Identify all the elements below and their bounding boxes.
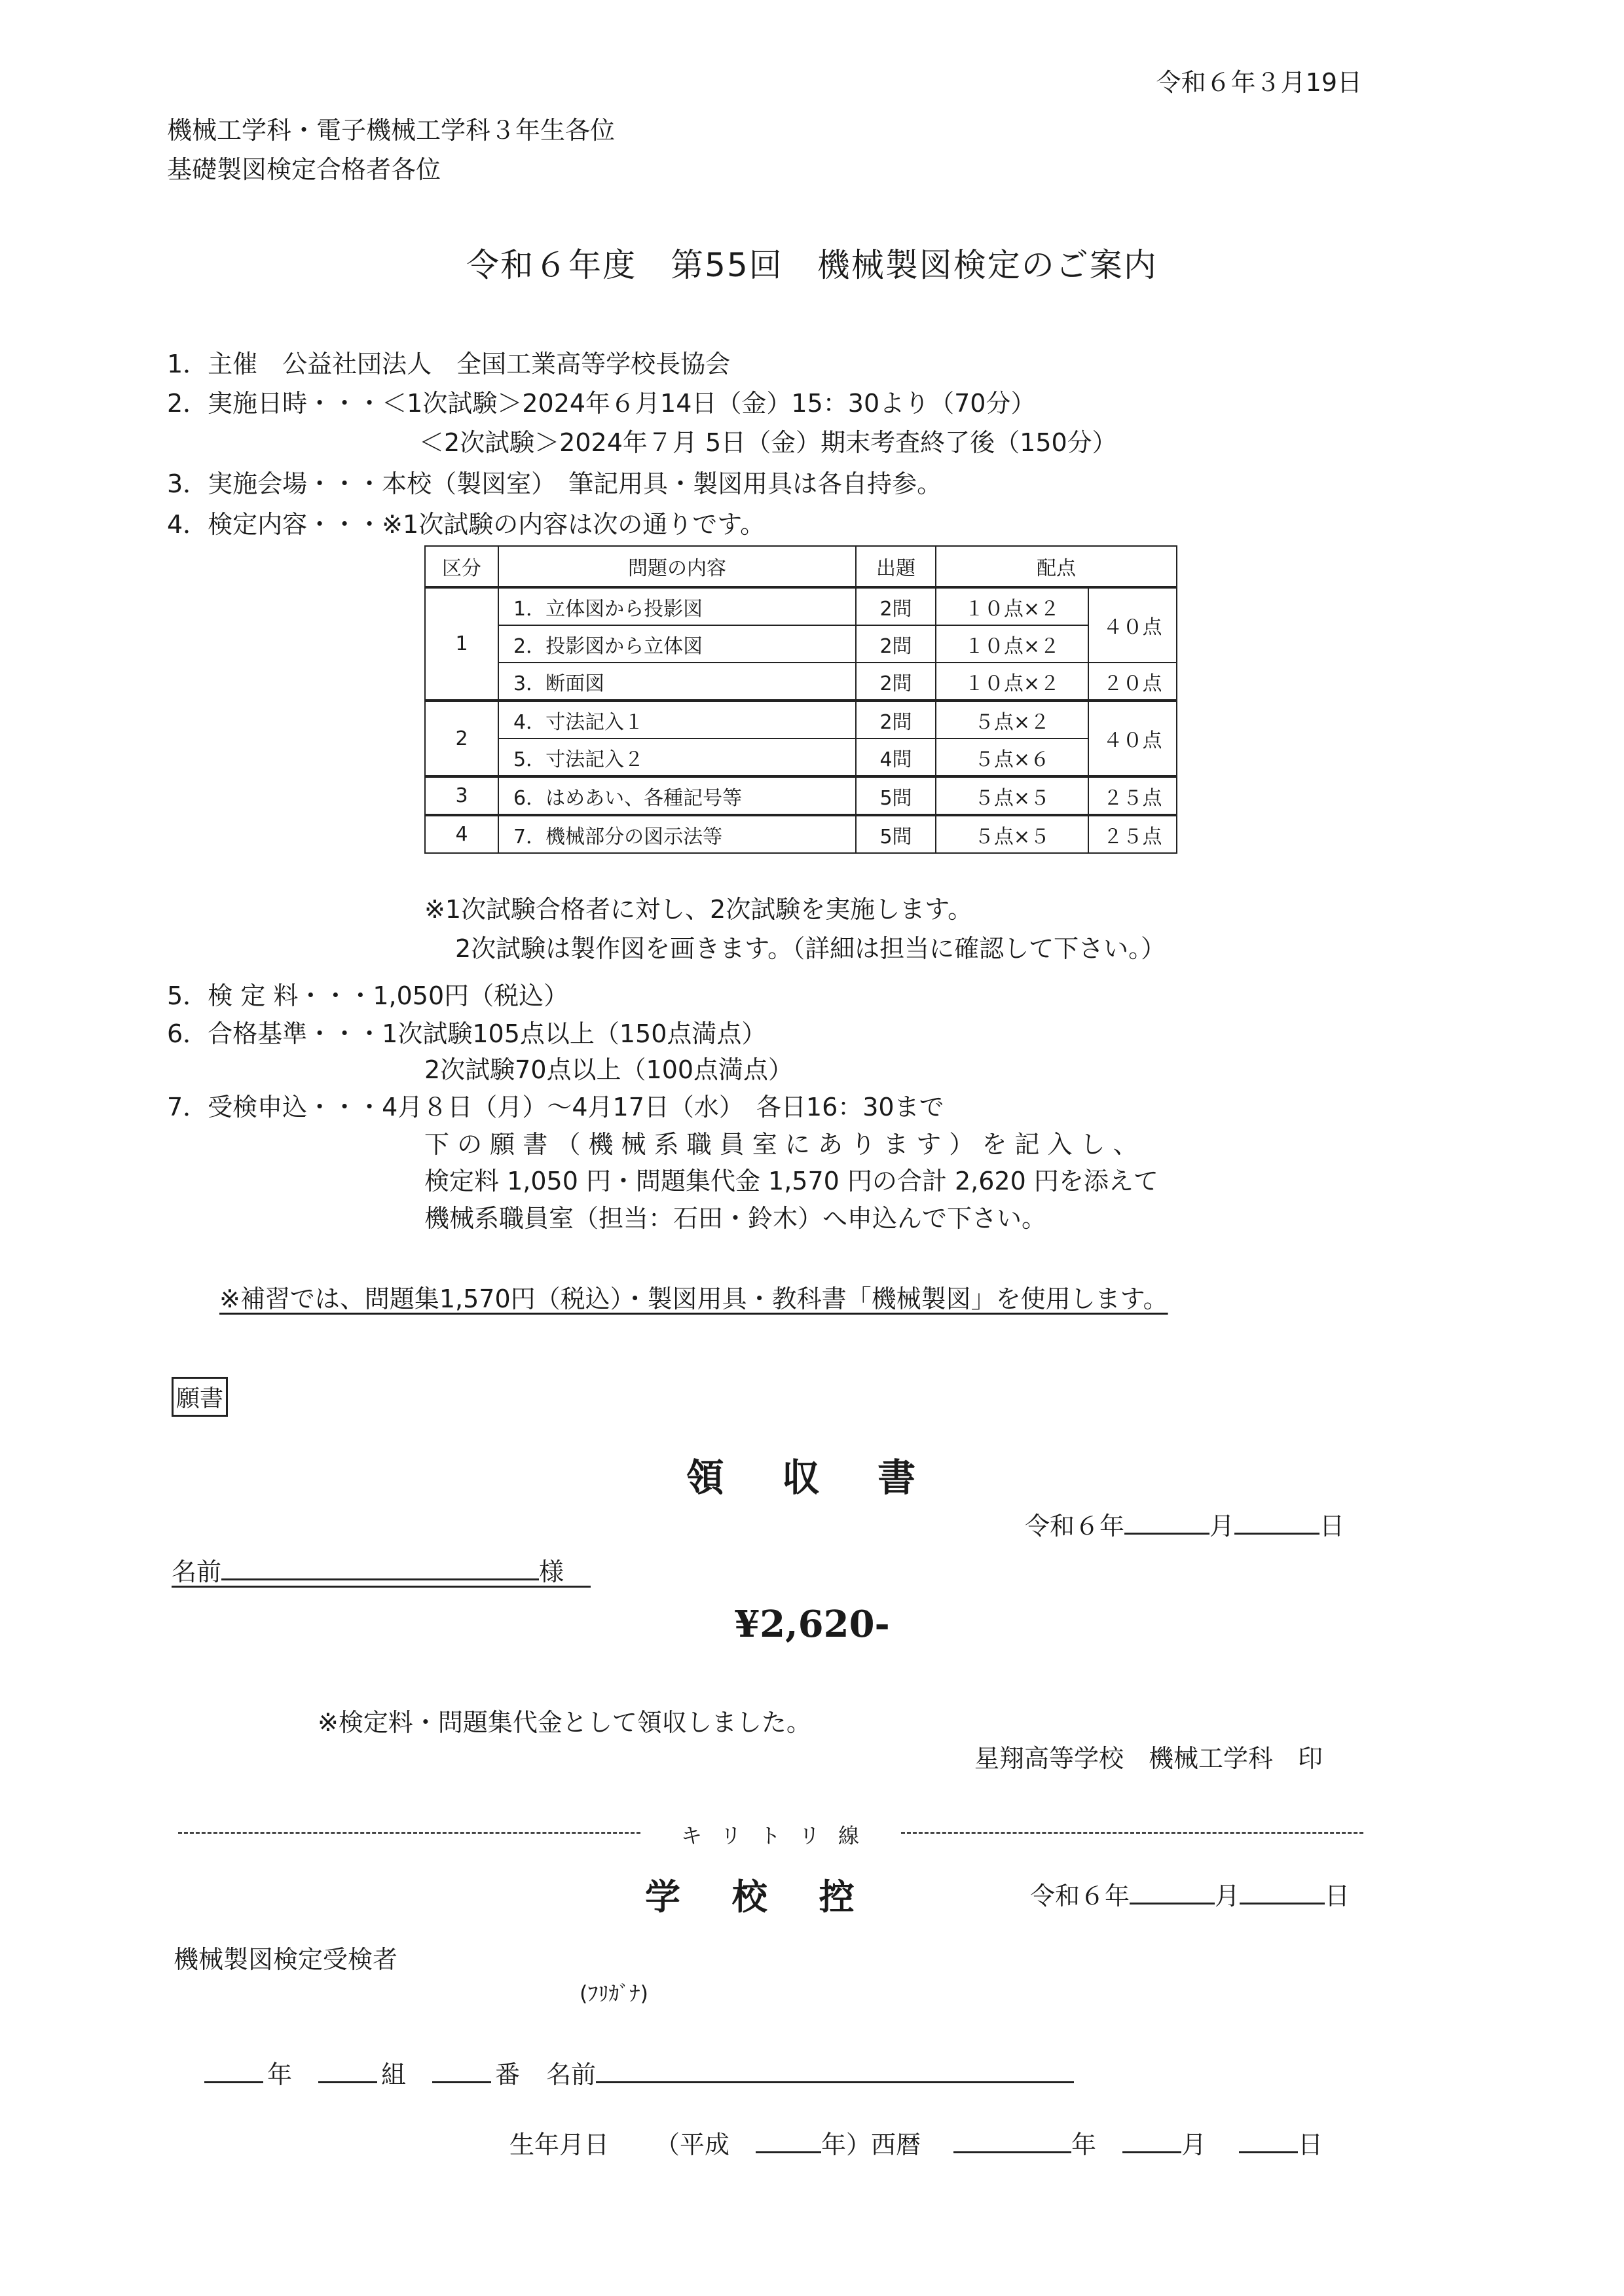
school-copy-day-label: 日 — [1325, 1882, 1350, 1910]
haiten-cell: ５点×２ — [936, 701, 1088, 738]
cut-line-right — [901, 1832, 1363, 1834]
haiten-cell: ５点×５ — [936, 815, 1088, 853]
receipt-name-underline — [172, 1586, 591, 1588]
item-application-2: 下 の 願 書 （ 機 械 系 職 員 室 に あ り ま す ） を 記 入 し 、 — [424, 1130, 1138, 1159]
item-organizer: 1．主催 公益社団法人 全国工業高等学校長協会 — [167, 350, 731, 378]
birthdate-row — [509, 2124, 1323, 2160]
naiyou-cell: 4．寸法記入１ — [498, 701, 856, 738]
shutsudai-cell: 2問 — [856, 625, 936, 663]
header-naiyou: 問題の内容 — [498, 546, 856, 587]
school-copy-month-label: 月 — [1215, 1882, 1240, 1910]
header-haiten: 配点 — [936, 546, 1177, 587]
receipt-name-blank[interactable] — [221, 1576, 539, 1580]
table-header-row — [425, 546, 1177, 587]
receipt-name-suffix: 様 — [539, 1558, 564, 1586]
school-copy-day-blank[interactable] — [1240, 1900, 1325, 1904]
shutsudai-cell: 2問 — [856, 663, 936, 701]
kubun-cell: 4 — [425, 815, 498, 853]
receipt-amount: ¥2,620- — [734, 1603, 890, 1646]
item-schedule-1: 2．実施日時・・・＜1次試験＞2024年６月14日（金）15：30より（70分） — [167, 389, 1036, 418]
cut-line-left — [178, 1832, 640, 1834]
school-copy-month-blank[interactable] — [1130, 1900, 1215, 1904]
item-application-3: 検定料 1,050 円・問題集代金 1,570 円の合計 2,620 円を添えて — [424, 1167, 1158, 1195]
item-fee: 5．検 定 料・・・1,050円（税込） — [167, 981, 569, 1010]
shutsudai-cell: 2問 — [856, 587, 936, 625]
number-label: 番 — [495, 2060, 521, 2089]
heisei-close: 年）西暦 — [821, 2130, 921, 2159]
birth-year-label: 年 — [1071, 2130, 1097, 2159]
haiten-cell: ５点×５ — [936, 776, 1088, 815]
receipt-date-prefix: 令和６年 — [1025, 1512, 1125, 1540]
birth-year-blank[interactable] — [953, 2149, 1071, 2153]
grade-label: 年 — [267, 2060, 293, 2089]
table-row — [425, 625, 1177, 663]
naiyou-cell: 3．断面図 — [498, 663, 856, 701]
naiyou-cell: 7．機械部分の図示法等 — [498, 815, 856, 853]
table-row — [425, 663, 1177, 701]
note-second-exam-2: 2次試験は製作図を画きます。（詳細は担当に確認して下さい。） — [455, 934, 1166, 963]
kubun-cell: 3 — [425, 776, 498, 815]
birth-day-blank[interactable] — [1239, 2149, 1298, 2153]
school-copy-date — [1030, 1876, 1350, 1912]
receipt-date — [1025, 1506, 1344, 1542]
shutsudai-cell: 4問 — [856, 738, 936, 776]
application-label: 願書 — [172, 1377, 228, 1417]
table-row — [425, 738, 1177, 776]
receipt-issuer: 星翔高等学校 機械工学科 印 — [974, 1744, 1323, 1773]
haiten-cell: １０点×２ — [936, 625, 1088, 663]
table-row — [425, 776, 1177, 815]
shutsudai-cell: 5問 — [856, 815, 936, 853]
birth-month-blank[interactable] — [1122, 2149, 1181, 2153]
item-application-1: 7．受検申込・・・4月８日（月）～4月17日（水） 各日16：30まで — [167, 1093, 944, 1121]
table-row — [425, 587, 1177, 625]
receipt-month-label: 月 — [1209, 1512, 1235, 1540]
student-name-label: 名前 — [546, 2060, 597, 2089]
class-label: 組 — [381, 2060, 407, 2089]
shutsudai-cell: 2問 — [856, 701, 936, 738]
heisei-open: （平成 — [655, 2130, 730, 2159]
total-cell: ４０点 — [1088, 701, 1177, 776]
table-row — [425, 815, 1177, 853]
item-content: 4．検定内容・・・※1次試験の内容は次の通りです。 — [167, 510, 766, 539]
student-name-blank[interactable] — [596, 2079, 1074, 2083]
haiten-cell: １０点×２ — [936, 587, 1088, 625]
naiyou-cell: 1．立体図から投影図 — [498, 587, 856, 625]
class-blank[interactable] — [318, 2079, 377, 2083]
receipt-name-label: 名前 — [172, 1558, 222, 1586]
item-criteria-1: 6．合格基準・・・1次試験105点以上（150点満点） — [167, 1019, 767, 1048]
grade-blank[interactable] — [204, 2079, 263, 2083]
birth-day-label: 日 — [1298, 2130, 1323, 2159]
receipt-note: ※検定料・問題集代金として領収しました。 — [318, 1708, 811, 1737]
receipt-day-blank[interactable] — [1234, 1530, 1320, 1535]
number-blank[interactable] — [432, 2079, 491, 2083]
item-venue: 3．実施会場・・・本校（製図室） 筆記用具・製図用具は各自持参。 — [167, 469, 942, 498]
total-cell: ２５点 — [1088, 815, 1177, 853]
receipt-title: 領 収 書 — [686, 1455, 938, 1500]
total-cell: ２０点 — [1088, 663, 1177, 701]
birth-month-label: 月 — [1181, 2130, 1207, 2159]
page-title: 令和６年度 第55回 機械製図検定のご案内 — [466, 246, 1158, 284]
school-copy-date-prefix: 令和６年 — [1030, 1882, 1130, 1910]
heisei-year-blank[interactable] — [756, 2149, 821, 2153]
kubun-cell: 2 — [425, 701, 498, 776]
header-shutsudai: 出題 — [856, 546, 936, 587]
item-criteria-2: 2次試験70点以上（100点満点） — [424, 1055, 794, 1084]
furigana-label: (ﾌﾘｶﾞﾅ) — [580, 1981, 648, 2006]
table-row — [425, 701, 1177, 738]
birthdate-label: 生年月日 — [509, 2130, 610, 2159]
supplementary-note: ※補習では、問題集1,570円（税込）・製図用具・教科書「機械製図」を使用します。 — [219, 1285, 1168, 1313]
shutsudai-cell: 5問 — [856, 776, 936, 815]
naiyou-cell: 2．投影図から立体図 — [498, 625, 856, 663]
school-copy-title: 学 校 控 — [645, 1876, 874, 1918]
recipient-line-1: 機械工学科・電子機械工学科３年生各位 — [167, 116, 616, 145]
note-second-exam-1: ※1次試験合格者に対し、2次試験を実施します。 — [424, 895, 973, 924]
haiten-cell: １０点×２ — [936, 663, 1088, 701]
recipient-line-2: 基礎製図検定合格者各位 — [167, 155, 441, 184]
document-date: 令和６年３月19日 — [1156, 68, 1362, 97]
kubun-cell: 1 — [425, 587, 498, 701]
haiten-cell: ５点×６ — [936, 738, 1088, 776]
naiyou-cell: 5．寸法記入２ — [498, 738, 856, 776]
item-schedule-2: ＜2次試験＞2024年７月 5日（金）期末考査終了後（150分） — [419, 428, 1117, 457]
exam-content-table — [424, 545, 1177, 854]
header-kubun: 区分 — [425, 546, 498, 587]
receipt-name — [172, 1552, 564, 1588]
total-cell: ２５点 — [1088, 776, 1177, 815]
receipt-day-label: 日 — [1320, 1512, 1345, 1540]
receipt-month-blank[interactable] — [1124, 1530, 1209, 1535]
student-info-row — [204, 2054, 1074, 2090]
naiyou-cell: 6．はめあい、各種記号等 — [498, 776, 856, 815]
total-cell: ４０点 — [1088, 587, 1177, 663]
cut-line-label: キリトリ線 — [681, 1823, 878, 1848]
item-application-4: 機械系職員室（担当：石田・鈴木）へ申込んで下さい。 — [424, 1204, 1047, 1233]
examinee-label: 機械製図検定受検者 — [174, 1945, 398, 1974]
